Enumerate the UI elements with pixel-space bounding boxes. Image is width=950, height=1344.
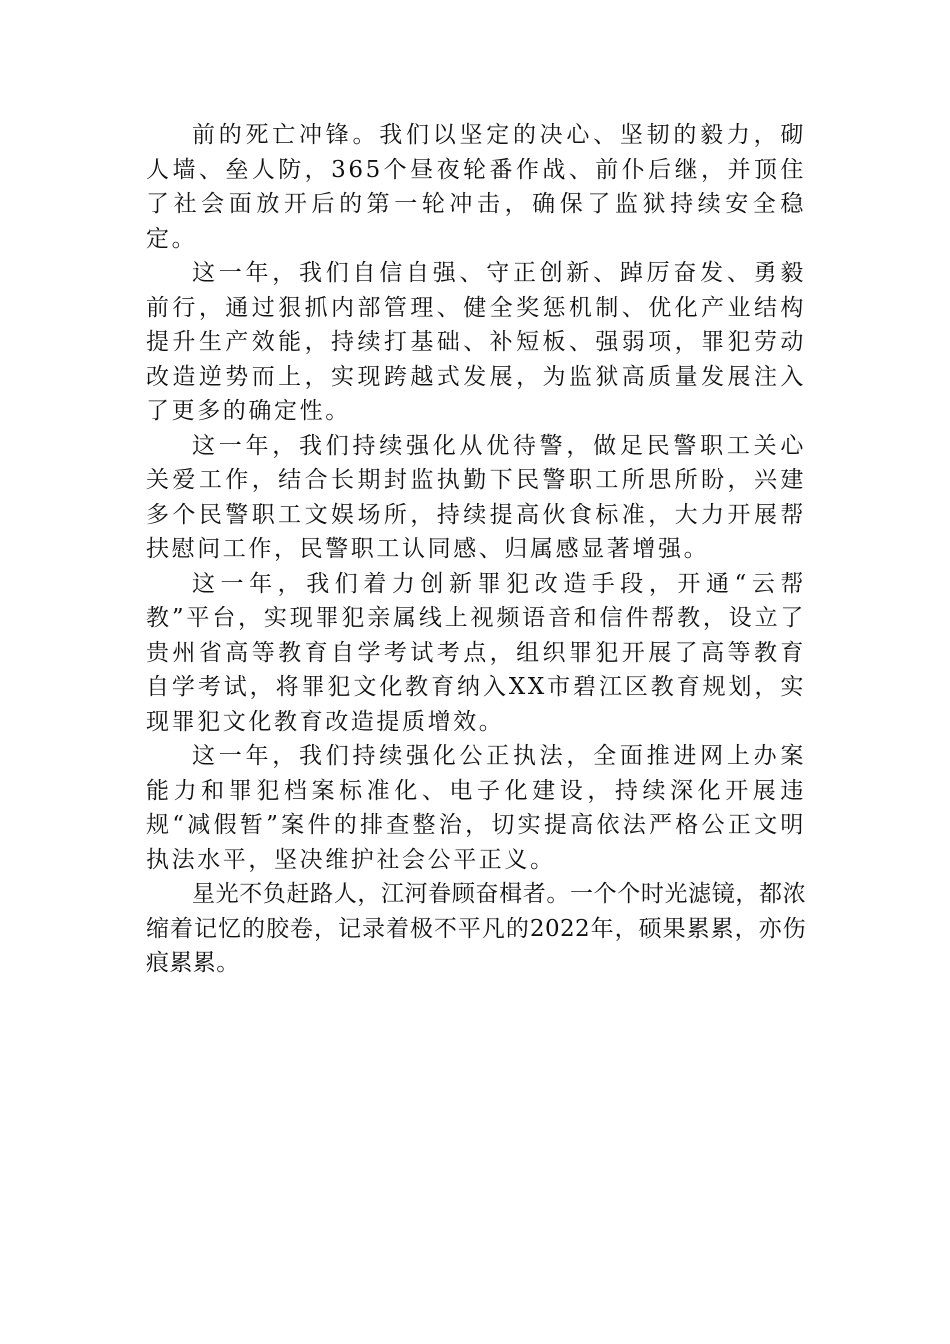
paragraph-2: 这一年，我们自信自强、守正创新、踔厉奋发、勇毅前行，通过狠抓内部管理、健全奖惩机制、优化产业结构提升生产效能，持续打基础、补短板、强弱项，罪犯劳动改造逆势而上，实现跨越式发展，为监狱高质量发展注入了更多的确定性。 [146, 260, 806, 424]
paragraph-5: 这一年，我们持续强化公正执法，全面推进网上办案能力和罪犯档案标准化、电子化建设，持续深化开展违规“减假暂”案件的排查整治，切实提高依法严格公正文明执法水平，坚决维护社会公平正义。 [146, 743, 806, 873]
paragraph-6: 星光不负赶路人，江河眷顾奋楫者。一个个时光滤镜，都浓缩着记忆的胶卷，记录着极不平凡的2022年，硕果累累，亦伤痕累累。 [146, 881, 806, 976]
document-body [146, 118, 806, 981]
paragraph-4: 这一年，我们着力创新罪犯改造手段，开通“云帮教”平台，实现罪犯亲属线上视频语音和信件帮教，设立了贵州省高等教育自学考试考点，组织罪犯开展了高等教育自学考试，将罪犯文化教育纳入XX市碧江区教育规划，实现罪犯文化教育改造提质增效。 [146, 570, 806, 735]
paragraph-3: 这一年，我们持续强化从优待警，做足民警职工关心关爱工作，结合长期封监执勤下民警职工所思所盼，兴建多个民警职工文娱场所，持续提高伙食标准，大力开展帮扶慰问工作，民警职工认同感、归属感显著增强。 [146, 432, 806, 562]
paragraph-1: 前的死亡冲锋。我们以坚定的决心、坚韧的毅力，砌人墙、垒人防，365个昼夜轮番作战、前仆后继，并顶住了社会面放开后的第一轮冲击，确保了监狱持续安全稳定。 [146, 122, 806, 252]
